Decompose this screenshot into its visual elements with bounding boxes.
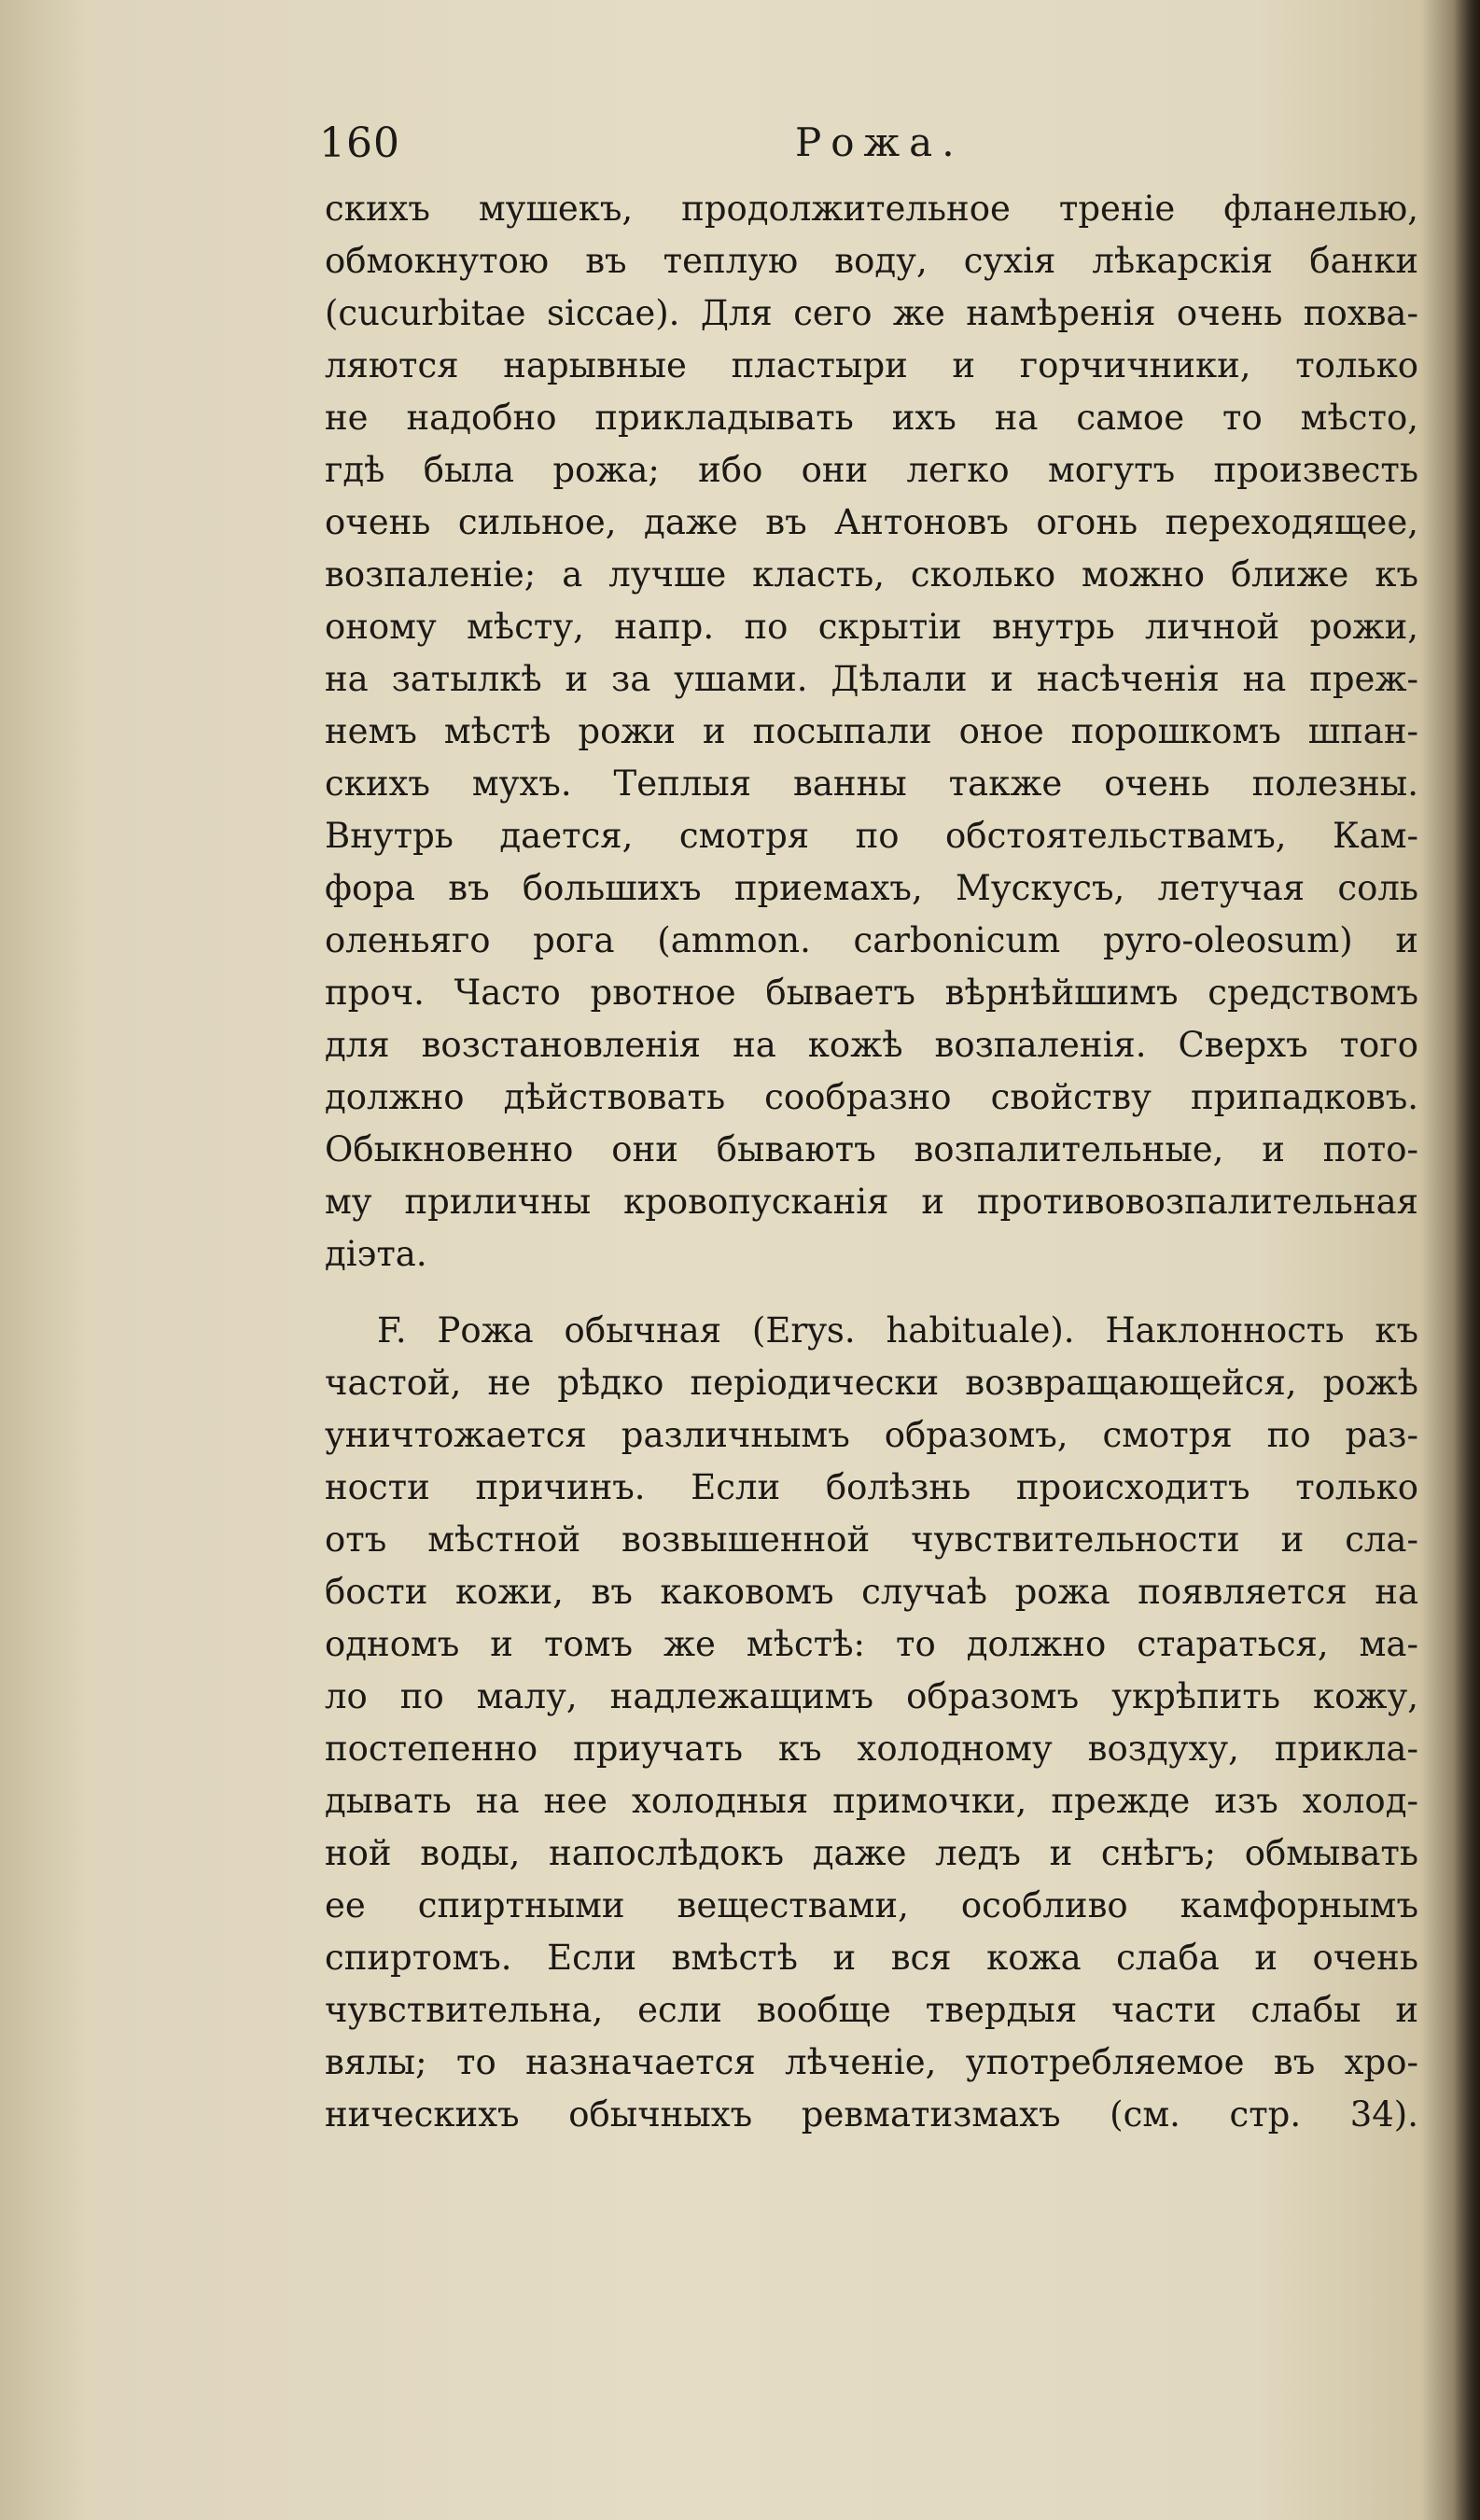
text-line: ническихъ обычныхъ ревматизмахъ (см. стр. 34). bbox=[325, 2094, 1418, 2135]
text-line: очень сильное, даже въ Антоновъ огонь переходящее, bbox=[325, 502, 1418, 542]
text-line: возпаленіе; а лучше класть, сколько можно ближе къ bbox=[325, 554, 1418, 595]
text-line: ляются нарывные пластыри и горчичники, только bbox=[325, 345, 1418, 385]
text-line: (cucurbitae siccae). Для сего же намѣренія очень похва- bbox=[325, 293, 1418, 333]
running-title: Рожа. bbox=[795, 119, 964, 165]
text-line: одномъ и томъ же мѣстѣ: то должно стараться, ма- bbox=[325, 1624, 1418, 1664]
text-line: чувствительна, если вообще твердыя части слабы и bbox=[325, 1990, 1418, 2030]
text-line: Внутрь дается, смотря по обстоятельствамъ, Кам- bbox=[325, 816, 1418, 856]
text-line: бости кожи, въ каковомъ случаѣ рожа появляется на bbox=[325, 1572, 1418, 1612]
text-line: оному мѣсту, напр. по скрытіи внутрь личной рожи, bbox=[325, 607, 1418, 647]
page-edge-shadow bbox=[1454, 0, 1480, 2520]
text-line: на затылкѣ и за ушами. Дѣлали и насѣченія на преж- bbox=[325, 659, 1418, 699]
text-line: отъ мѣстной возвышенной чувствительности и сла- bbox=[325, 1519, 1418, 1560]
text-line: гдѣ была рожа; ибо они легко могутъ произвесть bbox=[325, 450, 1418, 490]
body-text bbox=[325, 183, 1418, 2141]
text-line: дывать на нее холодныя примочки, прежде изъ холод- bbox=[325, 1781, 1418, 1821]
text-line: ло по малу, надлежащимъ образомъ укрѣпить кожу, bbox=[325, 1676, 1418, 1716]
text-line: должно дѣйствовать сообразно свойству припадковъ. bbox=[325, 1077, 1418, 1117]
text-line: обмокнутою въ теплую воду, сухія лѣкарскія банки bbox=[325, 241, 1418, 281]
page-header bbox=[319, 119, 1420, 175]
text-line: скихъ мушекъ, продолжительное треніе фланелью, bbox=[325, 189, 1418, 229]
text-line: для возстановленія на кожѣ возпаленія. Сверхъ того bbox=[325, 1025, 1418, 1065]
text-line: фора въ большихъ приемахъ, Мускусъ, летучая соль bbox=[325, 868, 1418, 908]
text-line: F. Рожа обычная (Erys. habituale). Наклонность къ bbox=[377, 1310, 1418, 1351]
text-line: уничтожается различнымъ образомъ, смотря по раз- bbox=[325, 1415, 1418, 1455]
text-line: оленьяго рога (ammon. carbonicum pyro-oleosum) и bbox=[325, 920, 1418, 960]
text-line: спиртомъ. Если вмѣстѣ и вся кожа слаба и очень bbox=[325, 1938, 1418, 1978]
text-line: му приличны кровопусканія и противовозпалительная bbox=[325, 1182, 1418, 1222]
text-line: ности причинъ. Если болѣзнь происходитъ только bbox=[325, 1467, 1418, 1507]
text-line: ее спиртными веществами, особливо камфорнымъ bbox=[325, 1885, 1418, 1925]
text-line: вялы; то назначается лѣченіе, употребляемое въ хро- bbox=[325, 2042, 1418, 2082]
text-line: постепенно приучать къ холодному воздуху, прикла- bbox=[325, 1729, 1418, 1769]
paragraph-gap bbox=[325, 1281, 1418, 1305]
page-number: 160 bbox=[319, 119, 400, 167]
text-line: частой, не рѣдко періодически возвращающейся, рожѣ bbox=[325, 1363, 1418, 1403]
text-line: Обыкновенно они бываютъ возпалительные, и пото- bbox=[325, 1129, 1418, 1169]
text-line: не надобно прикладывать ихъ на самое то мѣсто, bbox=[325, 398, 1418, 438]
text-line: немъ мѣстѣ рожи и посыпали оное порошкомъ шпан- bbox=[325, 711, 1418, 751]
text-line: проч. Часто рвотное бываетъ вѣрнѣйшимъ средствомъ bbox=[325, 973, 1418, 1013]
text-line: скихъ мухъ. Теплыя ванны также очень полезны. bbox=[325, 763, 1418, 804]
text-line: ной воды, напослѣдокъ даже ледъ и снѣгъ; обмывать bbox=[325, 1833, 1418, 1873]
text-line: діэта. bbox=[325, 1234, 427, 1274]
